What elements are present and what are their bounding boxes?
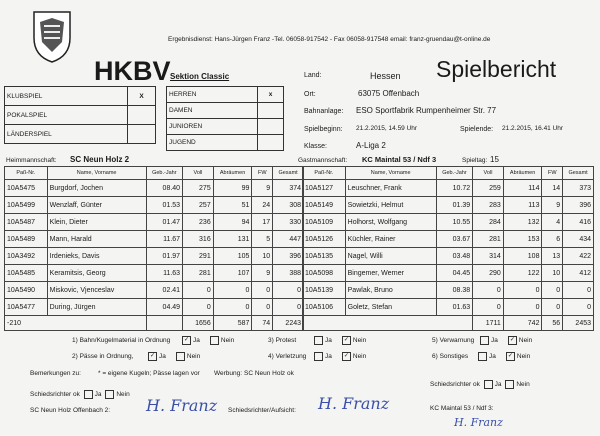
- nein-label: Nein: [518, 337, 533, 345]
- col-header: Geb.-Jahr: [146, 167, 183, 180]
- home-cell: 10A5490: [5, 282, 48, 299]
- home-cell: 10A5499: [5, 197, 48, 214]
- schiedsrichter-ok-right-nein-checkbox[interactable]: [505, 380, 514, 389]
- table-row: [303, 248, 594, 265]
- home-header-row: [5, 167, 304, 180]
- home-cell: 107: [213, 265, 252, 282]
- table-row: [303, 265, 594, 282]
- nein-label: Nein: [116, 391, 130, 399]
- home-total-fw: 74: [252, 316, 273, 331]
- ergebnisdienst-line: Ergebnisdienst: Hans-Jürgen Franz -Tel. 06058-917542 - Fax 06058-917548 email: franz-gruendau@t-online.de: [168, 36, 491, 43]
- home-cell: 0: [183, 282, 214, 299]
- away-cell: 10A5126: [303, 231, 346, 248]
- col-header: Voll: [473, 167, 504, 180]
- away-cell: 412: [563, 265, 594, 282]
- gast-label: Gastmannschaft:: [298, 157, 348, 164]
- home-cell: 08.40: [146, 180, 183, 197]
- spieltag-label: Spieltag:: [462, 157, 488, 164]
- home-cell: 396: [273, 248, 304, 265]
- col-header: Paß-Nr.: [5, 167, 48, 180]
- nein-label: Nein: [220, 337, 235, 345]
- table-row: [5, 282, 304, 299]
- home-player-table: [4, 166, 304, 331]
- home-cell: 9: [252, 265, 273, 282]
- home-cell: 281: [183, 265, 214, 282]
- heim-value: SC Neun Holz 2: [70, 155, 130, 164]
- schiedsrichter-ok-left-label: Schiedsrichter ok Ja Nein: [30, 391, 130, 399]
- question-ja-checkbox[interactable]: [314, 352, 323, 361]
- away-cell: 10A5106: [303, 299, 346, 316]
- home-cell: 51: [213, 197, 252, 214]
- home-total-row: [5, 316, 304, 331]
- away-cell: 113: [503, 197, 542, 214]
- home-cell: 10A5485: [5, 265, 48, 282]
- signature-mid: H. Franz: [318, 394, 390, 413]
- away-cell: 4: [542, 214, 563, 231]
- sig-left-label: SC Neun Holz Offenbach 2:: [30, 407, 111, 414]
- question-label: 6) Sonstiges: [432, 353, 469, 361]
- away-cell: 10A5139: [303, 282, 346, 299]
- question-label: 5) Verwarnung: [432, 337, 475, 345]
- away-cell: 10: [542, 265, 563, 282]
- away-cell: 373: [563, 180, 594, 197]
- home-cell: 01.53: [146, 197, 183, 214]
- away-cell: 259: [473, 180, 504, 197]
- nein-label: Nein: [516, 381, 530, 389]
- away-cell: 434: [563, 231, 594, 248]
- question-nein-checkbox[interactable]: [210, 336, 219, 345]
- spielbeginn-value: 21.2.2015, 14.59 Uhr: [356, 125, 418, 132]
- away-cell: 10.72: [436, 180, 472, 197]
- gast-value: KC Maintal 53 / Ndf 3: [362, 155, 437, 164]
- home-cell: 24: [252, 197, 273, 214]
- question-nein-checkbox[interactable]: [176, 352, 185, 361]
- col-header: Gesamt: [273, 167, 304, 180]
- home-cell: During, Jürgen: [47, 299, 146, 316]
- away-cell: 314: [473, 248, 504, 265]
- junioren-mark: [258, 119, 284, 135]
- home-total-ges: 2243: [273, 316, 304, 331]
- sig-mid-label: Schiedsrichter/Aufsicht:: [228, 407, 296, 414]
- heim-label: Heimmannschaft:: [6, 157, 57, 164]
- away-cell: 416: [563, 214, 594, 231]
- pokalspiel-mark: [128, 106, 156, 125]
- question-label: 2) Pässe in Ordnung,: [72, 353, 134, 361]
- question-nein-checkbox[interactable]: ✓: [343, 353, 349, 359]
- away-cell: 0: [503, 299, 542, 316]
- home-cell: 316: [183, 231, 214, 248]
- away-cell: 132: [503, 214, 542, 231]
- home-cell: 99: [213, 180, 252, 197]
- ja-label: Ja: [325, 337, 332, 345]
- question-item: [268, 336, 374, 345]
- col-header: Voll: [183, 167, 214, 180]
- home-cell: 447: [273, 231, 304, 248]
- home-cell: 0: [252, 299, 273, 316]
- away-cell: 14: [542, 180, 563, 197]
- home-cell: 308: [273, 197, 304, 214]
- ja-label: Ja: [494, 381, 502, 389]
- home-cell: 17: [252, 214, 273, 231]
- home-cell: 0: [213, 299, 252, 316]
- sig-right-label: KC Maintal 53 / Ndf 3:: [430, 405, 494, 412]
- away-cell: 290: [473, 265, 504, 282]
- away-cell: Küchler, Rainer: [345, 231, 436, 248]
- home-cell: Mann, Harald: [47, 231, 146, 248]
- jugend-mark: [258, 135, 284, 151]
- spielende-value: 21.2.2015, 16.41 Uhr: [502, 125, 564, 132]
- away-cell: 0: [542, 299, 563, 316]
- bemerkungen-label: Bemerkungen zu:: [30, 370, 81, 377]
- away-cell: 10A5127: [303, 180, 346, 197]
- away-cell: 10A5135: [303, 248, 346, 265]
- ja-label: Ja: [325, 353, 332, 361]
- home-cell: 0: [213, 282, 252, 299]
- home-cell: 10: [252, 248, 273, 265]
- spielende-label: Spielende:: [460, 126, 494, 133]
- away-cell: 01.63: [436, 299, 472, 316]
- home-cell: 10A5487: [5, 214, 48, 231]
- bahnanlage-label: Bahnanlage:: [304, 108, 344, 115]
- table-row: [5, 248, 304, 265]
- home-diff: -210: [5, 316, 147, 331]
- home-cell: 02.41: [146, 282, 183, 299]
- home-cell: 11.67: [146, 231, 183, 248]
- ja-label: Ja: [159, 353, 166, 361]
- away-cell: 0: [473, 299, 504, 316]
- sektion-label: Sektion Classic: [170, 72, 230, 81]
- schiedsrichter-ok-left-ja-checkbox[interactable]: [84, 390, 93, 399]
- nein-label: Nein: [186, 353, 201, 361]
- question-ja-checkbox[interactable]: [480, 336, 489, 345]
- away-cell: Pawlak, Bruno: [345, 282, 436, 299]
- question-nein-checkbox[interactable]: ✓: [343, 337, 349, 343]
- away-total-ges: 2453: [563, 316, 594, 331]
- ja-label: Ja: [94, 391, 102, 399]
- home-cell: 10A5475: [5, 180, 48, 197]
- signature-right: H. Franz: [454, 416, 503, 429]
- away-header-row: [303, 167, 594, 180]
- away-cell: 422: [563, 248, 594, 265]
- away-cell: 283: [473, 197, 504, 214]
- away-cell: 10A5109: [303, 214, 346, 231]
- home-cell: 10A5489: [5, 231, 48, 248]
- land-label: Land:: [304, 72, 322, 79]
- hkbv-coat-of-arms: [30, 8, 74, 64]
- home-cell: 374: [273, 180, 304, 197]
- question-item: [72, 352, 208, 361]
- pokalspiel-label: POKALSPIEL: [5, 106, 128, 125]
- table-row: [5, 265, 304, 282]
- home-cell: 330: [273, 214, 304, 231]
- away-cell: 153: [503, 231, 542, 248]
- away-cell: Nagel, Willi: [345, 248, 436, 265]
- away-cell: 03.67: [436, 231, 472, 248]
- away-cell: 08.38: [436, 282, 472, 299]
- question-item: [432, 352, 538, 361]
- away-total-abr: 742: [503, 316, 542, 331]
- away-total-blank: [303, 316, 473, 331]
- home-cell: Burgdorf, Jochen: [47, 180, 146, 197]
- table-row: [303, 299, 594, 316]
- away-cell: Sowietzki, Helmut: [345, 197, 436, 214]
- home-cell: Irdenieks, Davis: [47, 248, 146, 265]
- ja-label: Ja: [489, 353, 496, 361]
- ort-label: Ort:: [304, 91, 316, 98]
- away-cell: 122: [503, 265, 542, 282]
- home-cell: 0: [273, 299, 304, 316]
- question-label: 4) Verletzung: [268, 353, 307, 361]
- away-cell: 0: [542, 282, 563, 299]
- nein-label: Nein: [352, 337, 367, 345]
- ja-label: Ja: [491, 337, 498, 345]
- question-nein-checkbox[interactable]: ✓: [509, 337, 515, 343]
- home-cell: Miskovic, Vjenceslav: [47, 282, 146, 299]
- away-cell: Holhorst, Wolfgang: [345, 214, 436, 231]
- home-cell: 01.97: [146, 248, 183, 265]
- home-cell: 0: [273, 282, 304, 299]
- home-cell: 94: [213, 214, 252, 231]
- ja-label: Ja: [193, 337, 200, 345]
- home-cell: 291: [183, 248, 214, 265]
- question-ja-checkbox[interactable]: ✓: [183, 337, 190, 343]
- home-cell: 275: [183, 180, 214, 197]
- col-header: Abräumen: [213, 167, 252, 180]
- question-label: 1) Bahn/Kugelmaterial in Ordnung: [72, 337, 171, 345]
- herren-label: HERREN: [167, 87, 258, 103]
- table-row: [5, 231, 304, 248]
- question-item: [72, 336, 242, 345]
- away-cell: 108: [503, 248, 542, 265]
- laenderspiel-label: LÄNDERSPIEL: [5, 125, 128, 144]
- home-cell: 131: [213, 231, 252, 248]
- table-row: [5, 299, 304, 316]
- home-cell: 10A3492: [5, 248, 48, 265]
- spielbeginn-label: Spielbeginn:: [304, 126, 343, 133]
- schiedsrichter-ok-right-ja-checkbox[interactable]: [484, 380, 493, 389]
- col-header: Name, Vorname: [345, 167, 436, 180]
- home-cell: Wenzlaff, Günter: [47, 197, 146, 214]
- away-total-voll: 1711: [473, 316, 504, 331]
- herren-mark: x: [258, 87, 284, 103]
- table-row: [5, 197, 304, 214]
- question-label: 3) Protest: [268, 337, 297, 345]
- table-row: [303, 231, 594, 248]
- away-cell: 9: [542, 197, 563, 214]
- table-row: [5, 214, 304, 231]
- away-cell: 396: [563, 197, 594, 214]
- away-cell: 10A5149: [303, 197, 346, 214]
- laenderspiel-mark: [128, 125, 156, 144]
- bahnanlage-value: ESO Sportfabrik Rumpenheimer Str. 77: [356, 106, 497, 115]
- klasse-value: A-Liga 2: [356, 141, 386, 150]
- away-cell: 0: [503, 282, 542, 299]
- home-total-blank: [146, 316, 183, 331]
- away-cell: 04.45: [436, 265, 472, 282]
- home-cell: 11.63: [146, 265, 183, 282]
- away-cell: 13: [542, 248, 563, 265]
- table-row: [303, 197, 594, 214]
- question-ja-checkbox[interactable]: ✓: [149, 353, 156, 359]
- damen-mark: [258, 103, 284, 119]
- nein-label: Nein: [516, 353, 531, 361]
- away-cell: 10A5098: [303, 265, 346, 282]
- col-header: Gesamt: [563, 167, 594, 180]
- home-cell: Klein, Dieter: [47, 214, 146, 231]
- home-cell: 105: [213, 248, 252, 265]
- table-row: [303, 214, 594, 231]
- schiedsrichter-ok-right-label: Schiedsrichter ok Ja Nein: [430, 381, 530, 389]
- away-cell: 6: [542, 231, 563, 248]
- away-player-table: [302, 166, 594, 331]
- spieltag-value: 15: [490, 155, 499, 164]
- question-ja-checkbox[interactable]: [314, 336, 323, 345]
- brand-title: HKBV: [94, 56, 171, 86]
- away-cell: 0: [473, 282, 504, 299]
- question-ja-checkbox[interactable]: [478, 352, 487, 361]
- klubspiel-label: KLUBSPIEL: [5, 87, 128, 106]
- home-cell: 01.47: [146, 214, 183, 231]
- home-total-voll: 1656: [183, 316, 214, 331]
- away-cell: 114: [503, 180, 542, 197]
- jugend-label: JUGEND: [167, 135, 258, 151]
- home-cell: Keramitsis, Georg: [47, 265, 146, 282]
- schiedsrichter-ok-left-nein-checkbox[interactable]: [105, 390, 114, 399]
- home-cell: 9: [252, 180, 273, 197]
- question-nein-checkbox[interactable]: ✓: [507, 353, 513, 359]
- home-cell: 388: [273, 265, 304, 282]
- home-cell: 0: [252, 282, 273, 299]
- question-item: [432, 336, 540, 345]
- ort-value: 63075 Offenbach: [358, 89, 420, 98]
- col-header: Paß-Nr.: [303, 167, 346, 180]
- page-title: Spielbericht: [436, 56, 557, 82]
- klubspiel-mark: X: [128, 87, 156, 106]
- klasse-label: Klasse:: [304, 143, 327, 150]
- home-cell: 5: [252, 231, 273, 248]
- col-header: Geb.-Jahr: [436, 167, 472, 180]
- away-cell: 281: [473, 231, 504, 248]
- col-header: Abräumen: [503, 167, 542, 180]
- home-cell: 10A5477: [5, 299, 48, 316]
- junioren-label: JUNIOREN: [167, 119, 258, 135]
- werbung-value: SC Neun Holz ok: [244, 370, 294, 377]
- question-item: [268, 352, 374, 361]
- nein-label: Nein: [352, 353, 367, 361]
- werbung-label: Werbung:: [214, 370, 243, 377]
- match-type-box: [4, 86, 156, 144]
- away-cell: Goletz, Stefan: [345, 299, 436, 316]
- away-cell: Leuschner, Frank: [345, 180, 436, 197]
- col-header: FW: [252, 167, 273, 180]
- home-cell: 257: [183, 197, 214, 214]
- away-cell: 0: [563, 299, 594, 316]
- eigene-kugeln-note: * = eigene Kugeln; Pässe lagen vor: [98, 370, 200, 377]
- away-total-fw: 56: [542, 316, 563, 331]
- away-cell: 0: [563, 282, 594, 299]
- signature-left: H. Franz: [146, 396, 218, 415]
- home-cell: 0: [183, 299, 214, 316]
- away-cell: Bingemer, Werner: [345, 265, 436, 282]
- col-header: FW: [542, 167, 563, 180]
- away-cell: 03.48: [436, 248, 472, 265]
- damen-label: DAMEN: [167, 103, 258, 119]
- away-cell: 284: [473, 214, 504, 231]
- table-row: [5, 180, 304, 197]
- table-row: [303, 282, 594, 299]
- col-header: Name, Vorname: [47, 167, 146, 180]
- land-value: Hessen: [370, 71, 401, 81]
- away-cell: 10.55: [436, 214, 472, 231]
- away-total-row: [303, 316, 594, 331]
- table-row: [303, 180, 594, 197]
- home-total-abr: 587: [213, 316, 252, 331]
- away-cell: 01.39: [436, 197, 472, 214]
- home-cell: 04.49: [146, 299, 183, 316]
- home-cell: 236: [183, 214, 214, 231]
- category-box: [166, 86, 284, 151]
